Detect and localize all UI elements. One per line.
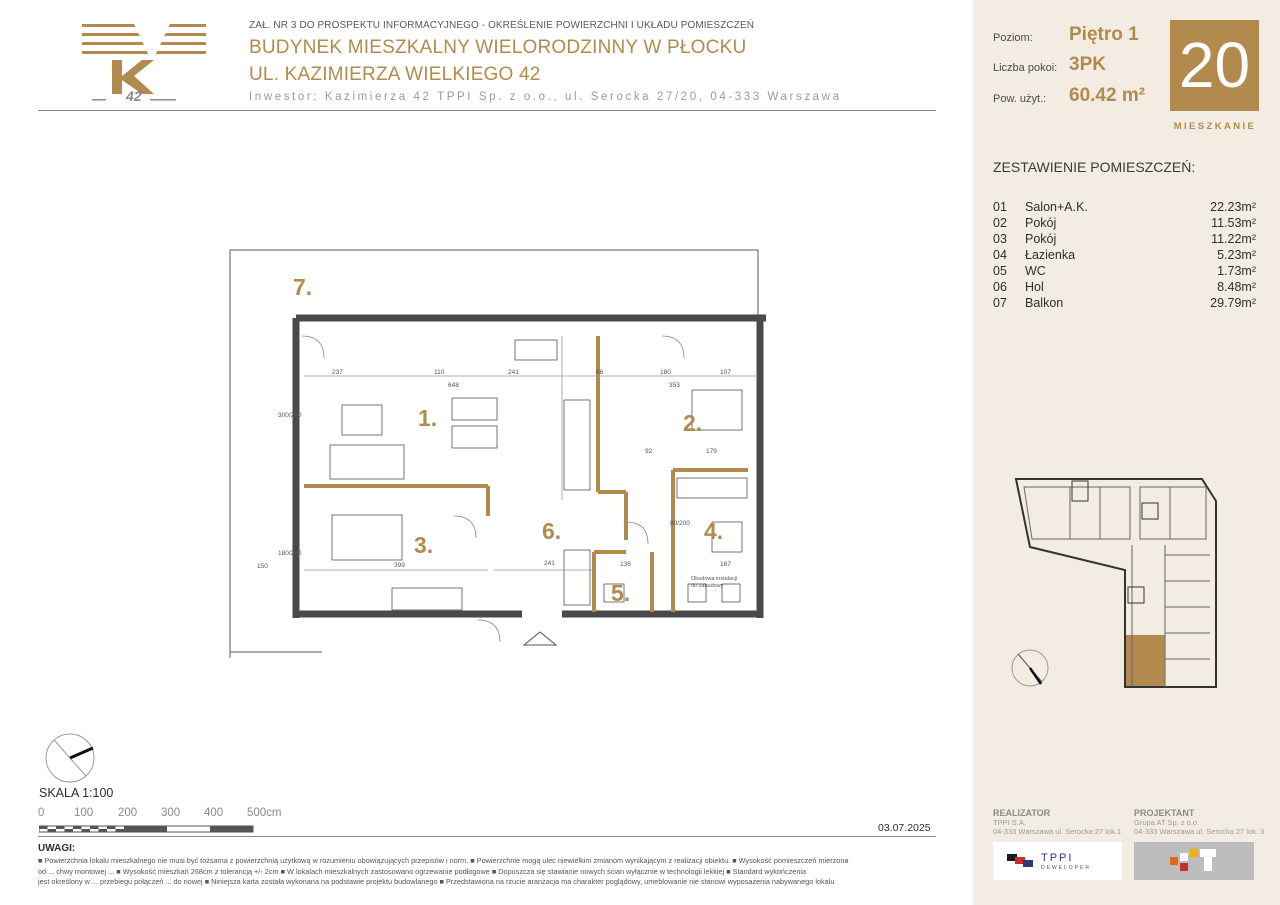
attachment-title: ZAŁ. NR 3 DO PROSPEKTU INFORMACYJNEGO - OKREŚLENIE POWIERZCHNI I UKŁADU POMIESZCZEŃ xyxy=(249,20,755,31)
room-row xyxy=(993,264,1256,280)
room-row xyxy=(993,200,1256,216)
entrance-marker xyxy=(524,632,556,645)
floor-plan-drawing xyxy=(222,240,768,665)
balcony-outline xyxy=(230,250,758,658)
room-name: Pokój xyxy=(1025,232,1057,246)
scale-label: SKALA 1:100 xyxy=(39,786,114,800)
door-swing xyxy=(662,336,684,358)
dimension-label: 241 xyxy=(544,560,555,567)
notes-title: UWAGI: xyxy=(38,843,76,854)
rooms-count-value: 3PK xyxy=(1069,54,1106,75)
grupa-at-logo-icon xyxy=(1170,849,1218,873)
scale-tick: 500cm xyxy=(247,807,282,819)
furniture-item xyxy=(452,398,497,420)
room-label-2: 2. xyxy=(683,410,703,436)
furniture-item xyxy=(515,340,557,360)
level-value: Piętro 1 xyxy=(1069,24,1139,45)
door-swing xyxy=(454,516,476,538)
contractor-logo xyxy=(993,842,1122,880)
tppi-logo-icon xyxy=(1007,854,1037,868)
room-number: 04 xyxy=(993,248,1007,262)
room-label-5: 5. xyxy=(611,580,631,606)
dimension-label: 66 xyxy=(596,369,604,376)
rooms-schedule-title: ZESTAWIENIE POMIESZCZEŃ: xyxy=(993,159,1196,175)
brand-logo xyxy=(82,22,210,106)
north-arrow-icon xyxy=(1010,648,1050,688)
dimension-label: 92 xyxy=(645,448,653,455)
room-number: 06 xyxy=(993,280,1007,294)
furniture-item xyxy=(452,426,497,448)
tppi-logo-text: TPPI xyxy=(1041,852,1074,864)
room-row xyxy=(993,248,1256,264)
door-swing xyxy=(626,522,648,544)
scale-bar-graphic xyxy=(39,825,254,833)
scale-tick: 400 xyxy=(204,807,224,819)
dimension-label: 241 xyxy=(508,369,519,376)
floor-plan xyxy=(222,240,768,665)
notes-line: od ... chwy montowej ... ■ Wysokość mieszkań 268cm z tolerancją +/- 2cm ■ W lokalach mieszkalnych zastosowano ogrzewanie podłogowe ■ Dopuszcza się stawianie nowych ścian wyłącznie w technologii lekkiej ■ Standard wykończenia xyxy=(38,867,807,876)
designer-address: 04-333 Warszawa ul. Serocka 27 lok. 3 xyxy=(1134,827,1265,836)
room-name: Pokój xyxy=(1025,216,1057,230)
furniture-item xyxy=(392,588,462,610)
scale-bar xyxy=(39,820,254,828)
key-plan-compass xyxy=(1010,648,1050,688)
room-number: 07 xyxy=(993,296,1007,310)
furniture-item xyxy=(342,405,382,435)
rooms-count-label: Liczba pokoi: xyxy=(993,62,1058,74)
dimension-label: 80/200 xyxy=(670,520,690,527)
scale-tick: 0 xyxy=(38,807,45,819)
dimension-label: 353 xyxy=(669,382,680,389)
room-label-7: 7. xyxy=(293,274,313,300)
compass xyxy=(44,732,96,784)
room-area: 11.22m² xyxy=(1211,232,1256,246)
room-label-1: 1. xyxy=(418,405,438,431)
designer-logo xyxy=(1134,842,1254,880)
unit-number-badge: 20 xyxy=(1170,20,1259,111)
dimension-label: 107 xyxy=(720,369,731,376)
building-title: BUDYNEK MIESZKALNY WIELORODZINNY W PŁOCKU xyxy=(249,37,747,58)
usable-area-label: Pow. użyt.: xyxy=(993,93,1047,105)
north-arrow-icon xyxy=(44,732,96,784)
investor-line: Inwestor: Kazimierza 42 TPPI Sp. z o.o., ul. Serocka 27/20, 04-333 Warszawa xyxy=(249,91,842,103)
furniture-item xyxy=(564,550,590,605)
dimension-label: 399 xyxy=(394,562,405,569)
scale-tick: 100 xyxy=(74,807,94,819)
room-row xyxy=(993,280,1256,296)
room-area: 5.23m² xyxy=(1217,248,1256,262)
room-area: 11.53m² xyxy=(1211,216,1256,230)
room-label-4: 4. xyxy=(704,518,724,544)
dimension-label: 167 xyxy=(720,561,731,568)
furniture-item xyxy=(564,400,590,490)
dimension-label: 300/240 xyxy=(278,412,302,419)
notes-line: ■ Powierzchnia lokalu mieszkalnego nie musi być tożsama z powierzchnią użytkową w rozumieniu obowiązujących przepisów i norm. ■ Powierzchnie mogą ulec niewielkim zmianom wynikającym z realizacji obiektu. ■ Wysokość pomieszczeń mierzona xyxy=(38,856,849,865)
logo-number: 42 xyxy=(126,88,142,104)
contractor-address: 04-333 Warszawa ul. Serocka 27 lok.1 xyxy=(993,827,1122,836)
room-number: 05 xyxy=(993,264,1007,278)
scale-tick: 200 xyxy=(118,807,138,819)
dimension-label: 648 xyxy=(448,382,459,389)
dimension-label: 237 xyxy=(332,369,343,376)
door-swing xyxy=(478,620,500,642)
notes-line: jest określony w ... przebiegu połączeń ... do nowej ■ Niniejsza karta została wykonana na podstawie projektu budowlanego ■ Przedstawiona na rzucie aranżacja ma charakter poglądowy, umeblowanie nie stanowi wyposażenia nabywanego lokalu xyxy=(38,877,835,886)
summary-panel xyxy=(973,0,1280,905)
scale-tick: 300 xyxy=(161,807,181,819)
room-row xyxy=(993,232,1256,248)
furniture-item xyxy=(332,515,402,560)
plan-furniture xyxy=(302,336,747,645)
room-name: Hol xyxy=(1025,280,1044,294)
plan-walls xyxy=(230,250,766,658)
level-label: Poziom: xyxy=(993,32,1033,44)
dimension-label: 136 xyxy=(620,561,631,568)
room-number: 03 xyxy=(993,232,1007,246)
document-date: 03.07.2025 xyxy=(878,822,931,834)
footer-divider xyxy=(38,836,936,837)
room-label-3: 3. xyxy=(414,532,434,558)
contractor-title: REALIZATOR xyxy=(993,808,1051,818)
door-swing xyxy=(302,336,324,358)
room-name: WC xyxy=(1025,264,1046,278)
installation-note: Obudowa instalacji do zabudowy xyxy=(691,576,738,589)
room-area: 22.23m² xyxy=(1210,200,1256,214)
dimension-label: 180/240 xyxy=(278,550,302,557)
tppi-logo-sub: DEWELOPER xyxy=(1041,865,1091,871)
logo-emblem-icon xyxy=(82,22,210,106)
building-address: UL. KAZIMIERZA WIELKIEGO 42 xyxy=(249,64,541,85)
furniture-item xyxy=(677,478,747,498)
room-name: Salon+A.K. xyxy=(1025,200,1088,214)
room-name: Łazienka xyxy=(1025,248,1076,262)
contractor-name: TPPI S.A. xyxy=(993,818,1026,827)
dimension-label: 180 xyxy=(660,369,671,376)
room-area: 1.73m² xyxy=(1217,264,1256,278)
unit-caption: MIESZKANIE xyxy=(1173,121,1257,132)
header-divider xyxy=(38,110,936,111)
room-area: 8.48m² xyxy=(1217,280,1256,294)
dimension-label: 179 xyxy=(706,448,717,455)
room-label-6: 6. xyxy=(542,518,562,544)
usable-area-value: 60.42 m² xyxy=(1069,85,1146,106)
room-name: Balkon xyxy=(1025,296,1064,310)
room-area: 29.79m² xyxy=(1210,296,1256,310)
designer-name: Grupa AT Sp. z o.o. xyxy=(1134,818,1200,827)
dimension-label: 150 xyxy=(257,563,268,570)
sofa xyxy=(330,445,404,479)
room-row xyxy=(993,216,1256,232)
room-row xyxy=(993,296,1256,312)
room-number: 01 xyxy=(993,200,1007,214)
designer-title: PROJEKTANT xyxy=(1134,808,1195,818)
room-number: 02 xyxy=(993,216,1007,230)
dimension-label: 110 xyxy=(434,369,445,376)
